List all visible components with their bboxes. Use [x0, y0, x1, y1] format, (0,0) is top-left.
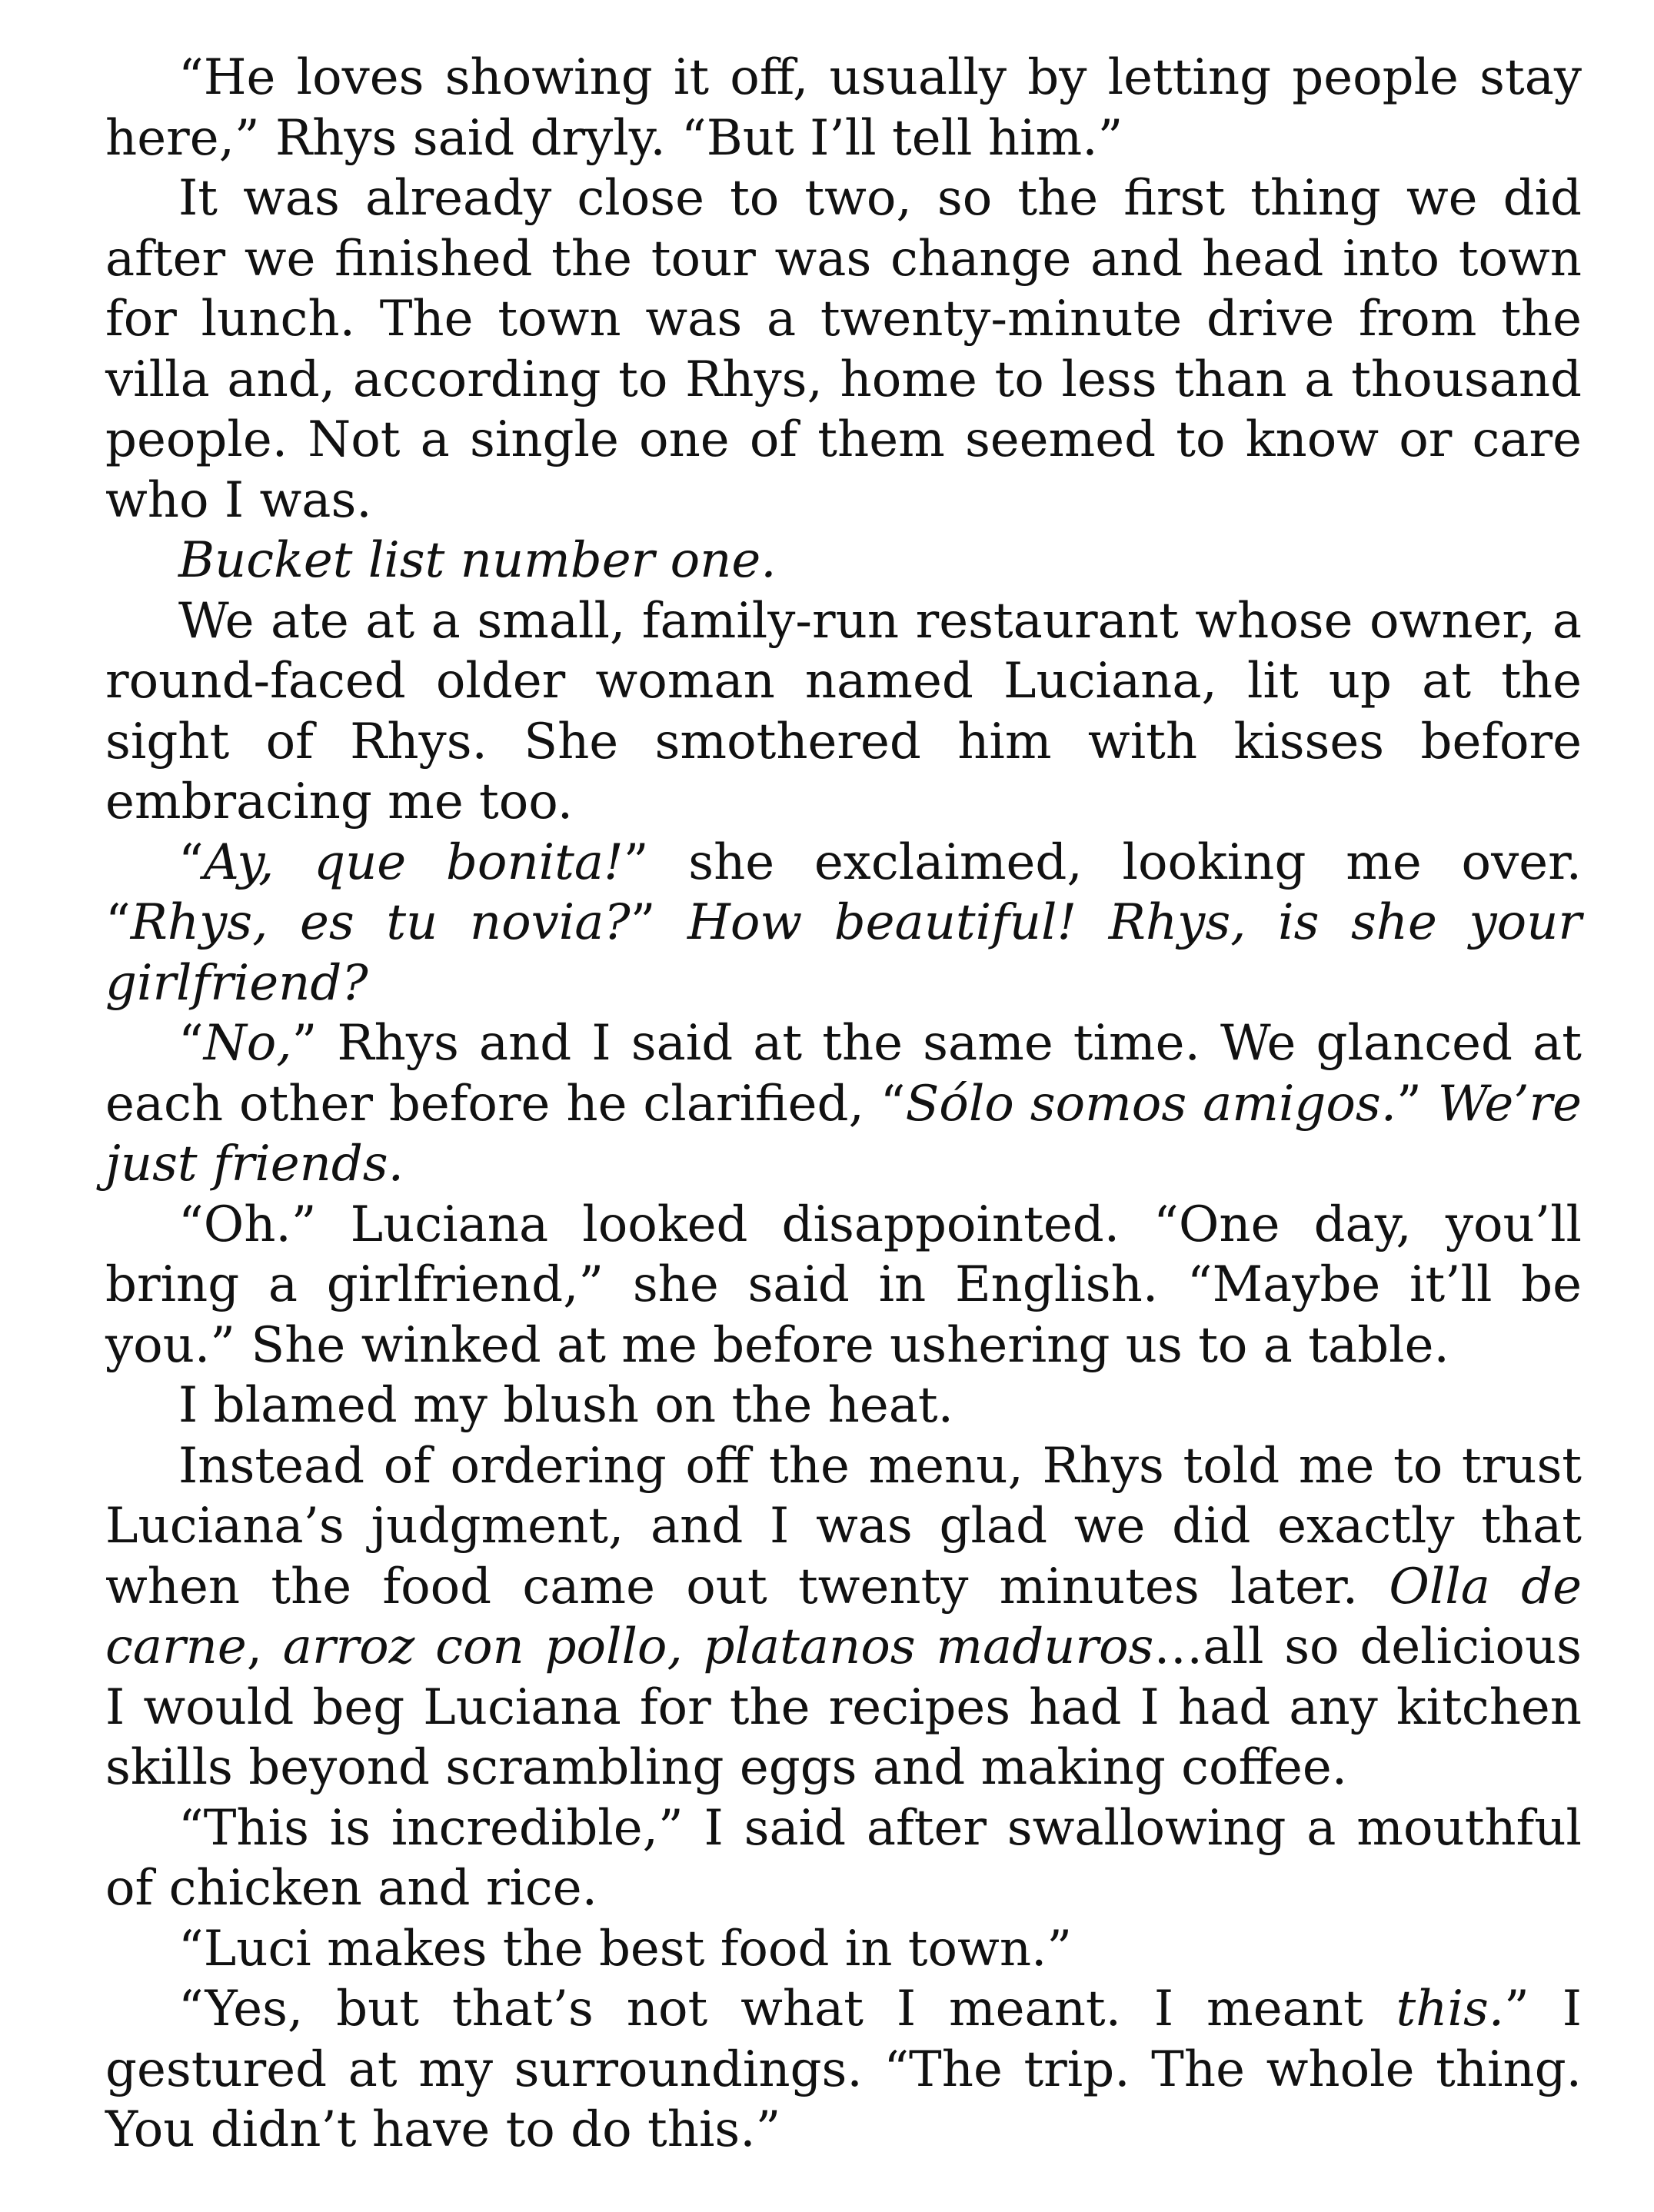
- paragraph: [105, 1979, 1582, 2160]
- text-run: We ate at a small, family-run restaurant whose owner, a round-faced older woman named Luciana, lit up at the sight of Rhys. She smothered him with kisses before embracing me too.: [105, 592, 1582, 830]
- italic-text: Bucket list number one.: [178, 532, 777, 589]
- text-run: ”: [1396, 1075, 1438, 1133]
- italic-text: arroz con pollo, platanos maduros: [282, 1618, 1154, 1675]
- italic-text: Olla de carne: [105, 1558, 1582, 1675]
- text-run: ” Rhys and I said at the same time. We glanced at each other before he clarified, “: [105, 1015, 1582, 1133]
- text-run: ” I gestured at my surroundings. “The trip. The whole thing. You didn’t have to do this.”: [105, 1981, 1582, 2158]
- text-run: Instead of ordering off the menu, Rhys told me to trust Luciana’s judgment, and I was glad we did exactly that when the food came out twenty minutes later.: [105, 1437, 1582, 1615]
- paragraph: [105, 1919, 1582, 1980]
- paragraph: [105, 1798, 1582, 1919]
- text-run: ,: [246, 1618, 283, 1675]
- text-run: “Luci makes the best food in town.”: [178, 1920, 1073, 1977]
- text-run: It was already close to two, so the first thing we did after we finished the tour was change and head into town for lunch. The town was a twenty-minute drive from the villa and, according to Rhys, home to less than a thousand people. Not a single one of them seemed to know or care who I was.: [105, 170, 1582, 529]
- italic-text: this.: [1396, 1981, 1505, 2037]
- text-run: “: [178, 1015, 204, 1072]
- italic-text: Sólo somos amigos.: [905, 1075, 1397, 1133]
- text-run: ” she exclaimed, looking me over. “: [105, 833, 1582, 951]
- text-run: “This is incredible,” I said after swallowing a mouthful of chicken and rice.: [105, 1799, 1582, 1917]
- paragraph: [105, 168, 1582, 531]
- text-run: “Yes, but that’s not what I meant. I meant: [178, 1981, 1396, 2037]
- text-run: “Oh.” Luciana looked disappointed. “One day, you’ll bring a girlfriend,” she said in English. “Maybe it’ll be you.” She winked at me before ushering us to a table.: [105, 1196, 1582, 1374]
- paragraph: [105, 591, 1582, 833]
- italic-text: How beautiful! Rhys, is she your girlfriend?: [105, 894, 1582, 1012]
- italic-text: We’re just friends.: [105, 1075, 1582, 1192]
- text-run: I blamed my blush on the heat.: [178, 1377, 953, 1434]
- italic-text: Ay, que bonita!: [203, 833, 624, 891]
- book-page: [105, 48, 1582, 2160]
- text-run: “He loves showing it off, usually by letting people stay here,” Rhys said dryly. “But I’ll tell him.”: [105, 49, 1582, 167]
- paragraph: [105, 531, 1582, 591]
- paragraph: [105, 1375, 1582, 1436]
- paragraph: [105, 1436, 1582, 1798]
- italic-text: No,: [203, 1015, 292, 1072]
- text-run: “: [178, 833, 204, 891]
- paragraph: [105, 48, 1582, 168]
- text-run: …all so delicious I would beg Luciana for the recipes had I had any kitchen skills beyond scrambling eggs and making coffee.: [105, 1618, 1582, 1796]
- paragraph: [105, 833, 1582, 1014]
- italic-text: Rhys, es tu novia?: [130, 894, 631, 951]
- paragraph: [105, 1195, 1582, 1376]
- paragraph: [105, 1013, 1582, 1195]
- text-run: ”: [630, 894, 687, 951]
